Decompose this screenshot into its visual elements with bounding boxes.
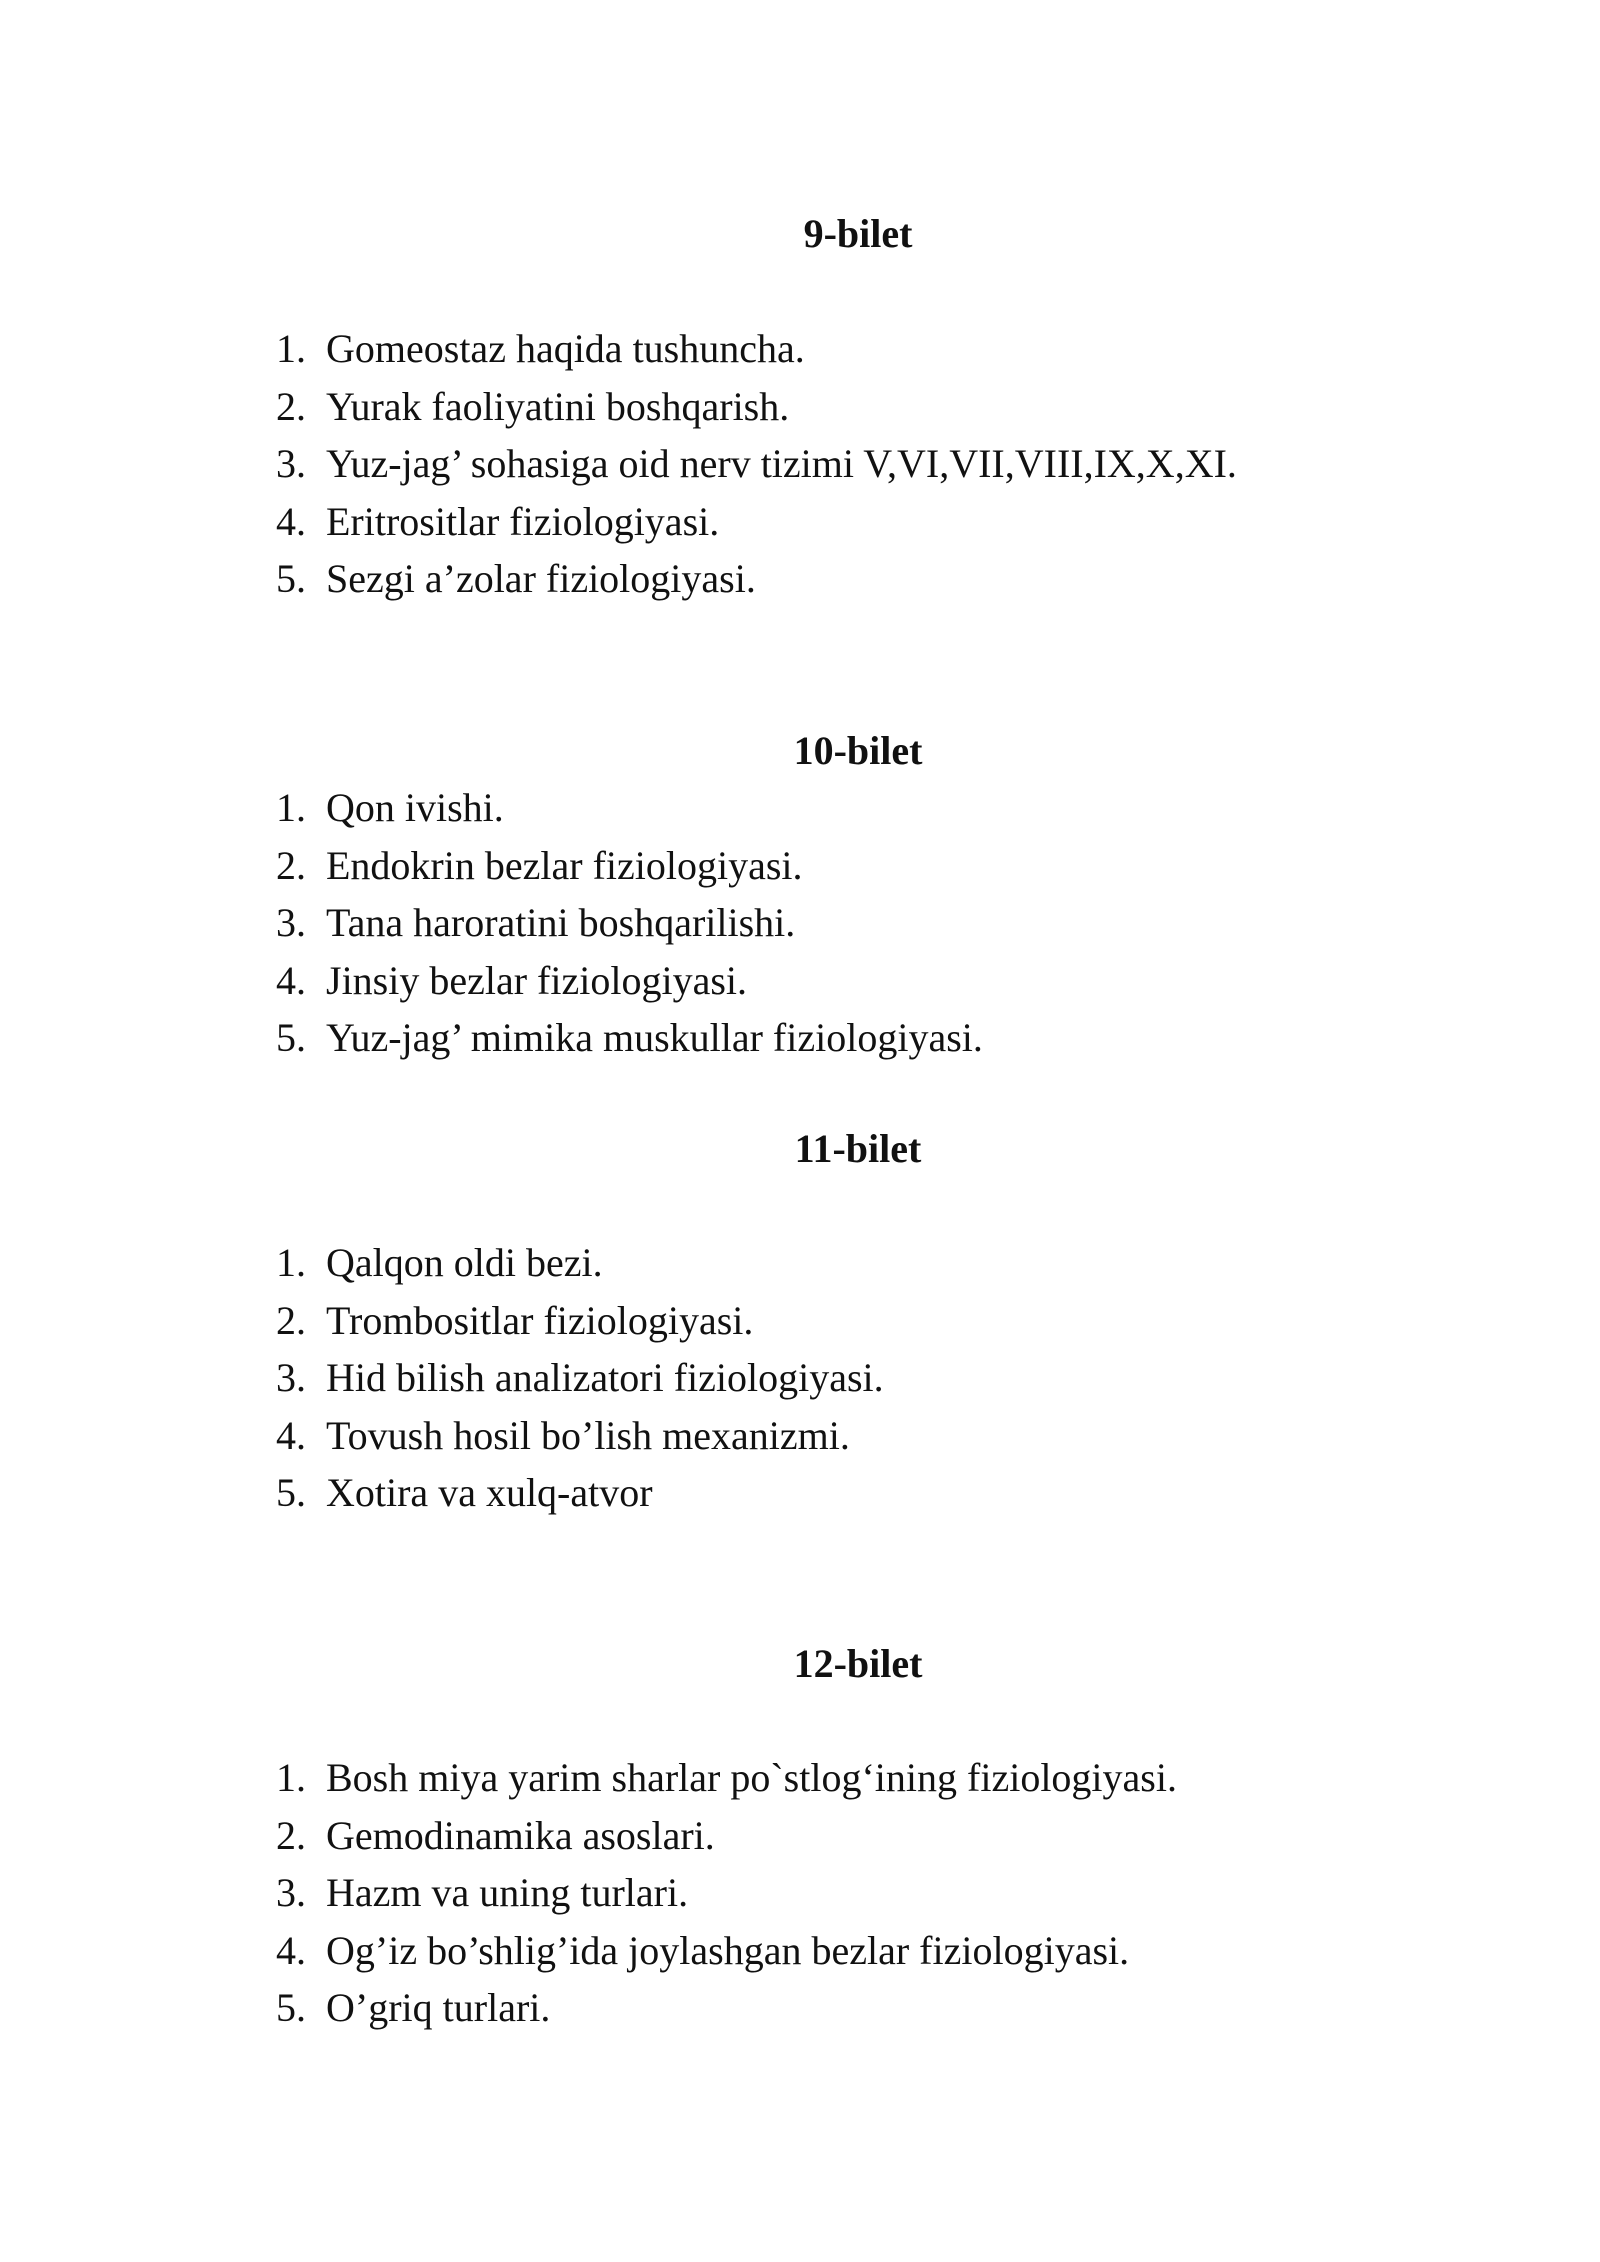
ticket-title: 12-bilet bbox=[793, 1641, 923, 1686]
question-number: 2. bbox=[276, 1812, 306, 1858]
question-text: Gemodinamika asoslari. bbox=[326, 1812, 715, 1858]
question-text: Yuz-jag’ mimika muskullar fiziologiyasi. bbox=[326, 1015, 983, 1060]
question-number: 2. bbox=[276, 1297, 306, 1343]
question-number: 2. bbox=[276, 842, 306, 888]
question-text: Hid bilish analizatori fiziologiyasi. bbox=[326, 1355, 884, 1400]
question-text: Qalqon oldi bezi. bbox=[326, 1240, 603, 1285]
question-number: 5. bbox=[276, 1985, 306, 2030]
question-text: Yurak faoliyatini boshqarish. bbox=[326, 383, 790, 429]
question-number: 1. bbox=[276, 785, 306, 830]
question-number: 4. bbox=[276, 1412, 306, 1458]
question-number: 5. bbox=[276, 1470, 306, 1515]
question-text: Tovush hosil bo’lish mexanizmi. bbox=[326, 1412, 850, 1458]
question-text: Qon ivishi. bbox=[326, 785, 504, 830]
question-number: 3. bbox=[276, 1355, 306, 1400]
ticket-title: 9-bilet bbox=[803, 211, 913, 256]
question-text: Hazm va uning turlari. bbox=[326, 1870, 689, 1915]
ticket-title: 10-bilet bbox=[793, 728, 923, 773]
question-number: 4. bbox=[276, 1927, 306, 1973]
question-text: Tana haroratini boshqarilishi. bbox=[326, 900, 796, 945]
question-number: 4. bbox=[276, 957, 306, 1003]
question-text: Bosh miya yarim sharlar po`stlog‘ining fiziologiyasi. bbox=[326, 1755, 1177, 1800]
question-number: 3. bbox=[276, 441, 306, 486]
question-number: 4. bbox=[276, 498, 306, 544]
question-number: 1. bbox=[276, 1755, 306, 1800]
question-text: Eritrositlar fiziologiyasi. bbox=[326, 498, 720, 544]
question-text: Trombositlar fiziologiyasi. bbox=[326, 1297, 754, 1343]
question-text: O’griq turlari. bbox=[326, 1985, 551, 2030]
question-text: Sezgi a’zolar fiziologiyasi. bbox=[326, 556, 756, 601]
question-text: Gomeostaz haqida tushuncha. bbox=[326, 326, 805, 371]
question-number: 3. bbox=[276, 1870, 306, 1915]
question-number: 1. bbox=[276, 1240, 306, 1285]
question-text: Og’iz bo’shlig’ida joylashgan bezlar fiziologiyasi. bbox=[326, 1927, 1130, 1973]
ticket-title: 11-bilet bbox=[794, 1126, 922, 1171]
question-text: Yuz-jag’ sohasiga oid nerv tizimi V,VI,VII,VIII,IX,X,XI. bbox=[326, 441, 1237, 486]
question-text: Endokrin bezlar fiziologiyasi. bbox=[326, 842, 803, 888]
question-number: 3. bbox=[276, 900, 306, 945]
question-number: 5. bbox=[276, 556, 306, 601]
question-text: Xotira va xulq-atvor bbox=[326, 1470, 653, 1515]
question-number: 5. bbox=[276, 1015, 306, 1060]
question-number: 2. bbox=[276, 383, 306, 429]
question-number: 1. bbox=[276, 326, 306, 371]
question-text: Jinsiy bezlar fiziologiyasi. bbox=[326, 957, 748, 1003]
